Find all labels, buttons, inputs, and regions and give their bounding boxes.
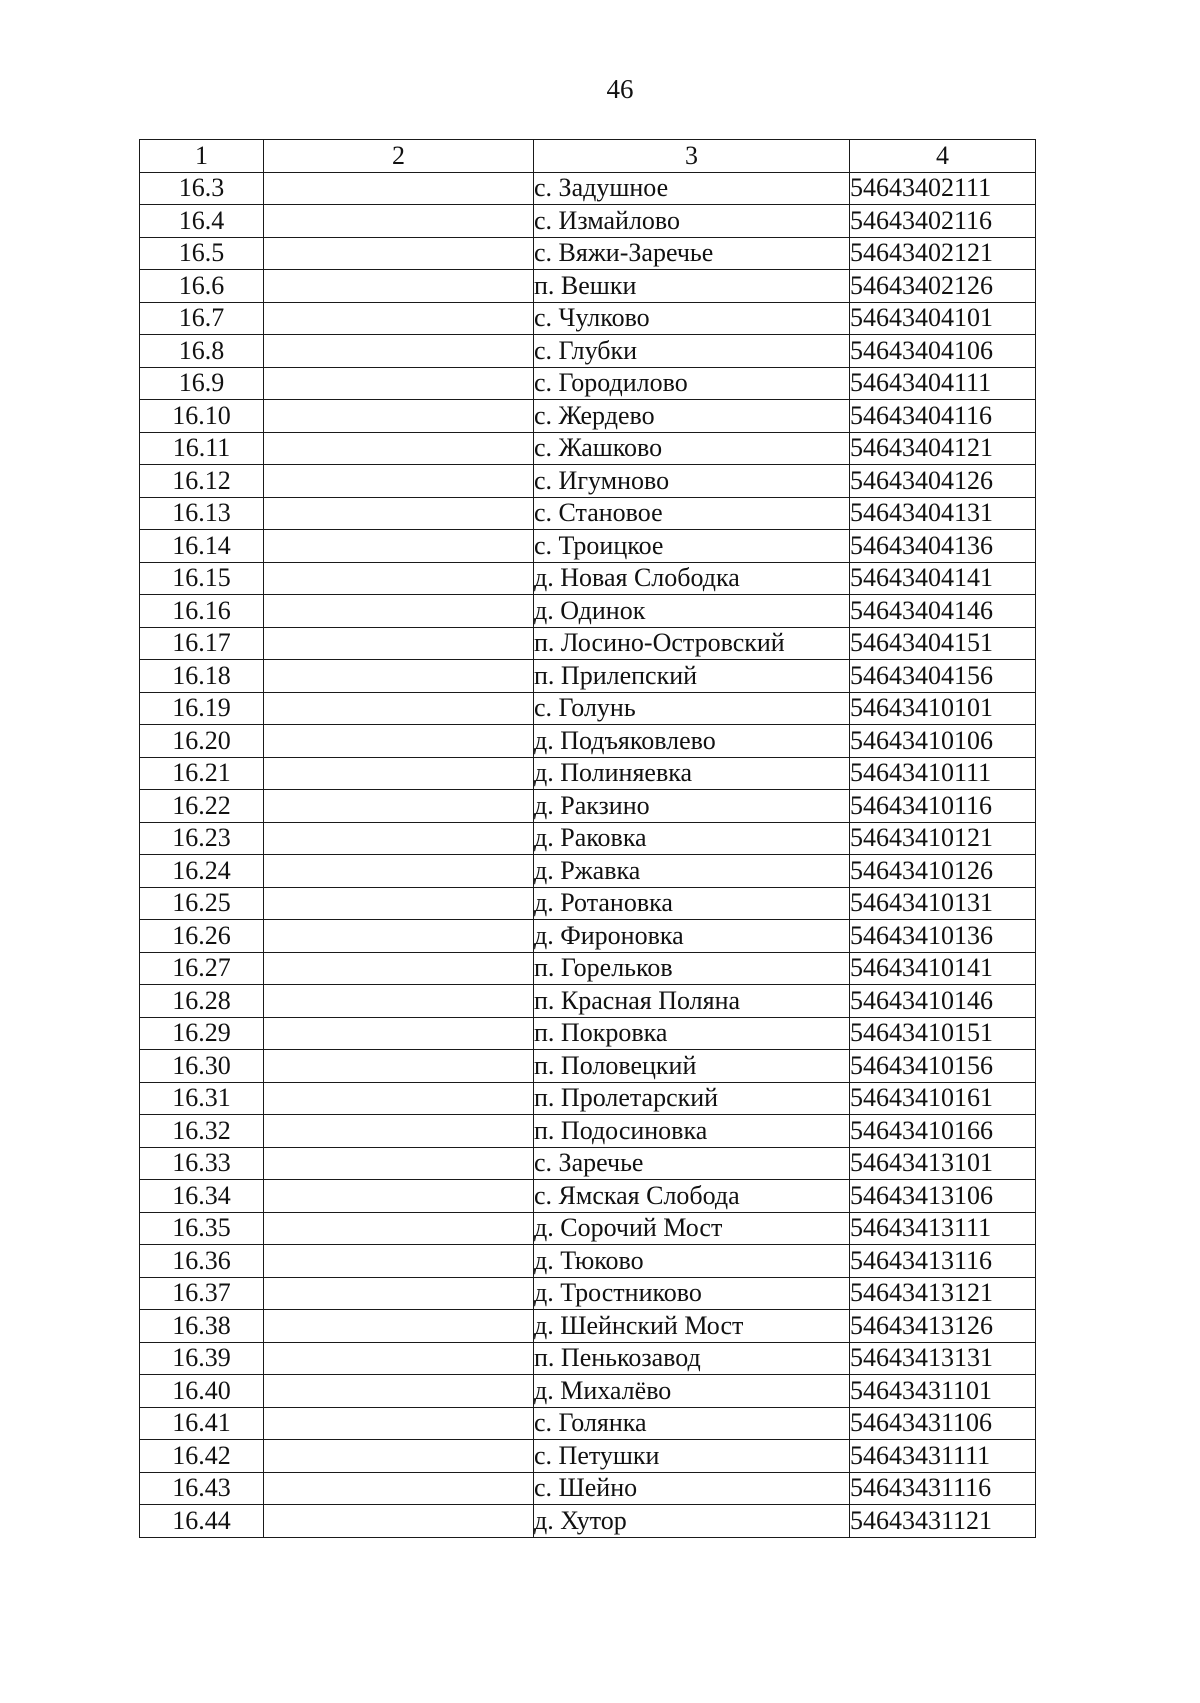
oktmo-code-cell: 54643410161: [850, 1082, 1036, 1115]
table-row: [140, 1212, 1036, 1245]
settlement-name-cell: п. Пенькозавод: [534, 1342, 850, 1375]
group-cell: [264, 790, 534, 823]
group-cell: [264, 920, 534, 953]
settlement-name-cell: с. Задушное: [534, 172, 850, 205]
table-row: [140, 1017, 1036, 1050]
row-number-cell: 16.27: [140, 952, 264, 985]
row-number-cell: 16.37: [140, 1277, 264, 1310]
row-number-cell: 16.20: [140, 725, 264, 758]
settlement-name-cell: д. Новая Слободка: [534, 562, 850, 595]
settlement-name-cell: п. Пролетарский: [534, 1082, 850, 1115]
row-number-cell: 16.36: [140, 1245, 264, 1278]
table-row: [140, 822, 1036, 855]
table-header-row: [140, 140, 1036, 173]
oktmo-code-cell: 54643410126: [850, 855, 1036, 888]
row-number-cell: 16.25: [140, 887, 264, 920]
oktmo-code-cell: 54643404146: [850, 595, 1036, 628]
settlement-name-cell: д. Ракзино: [534, 790, 850, 823]
settlement-name-cell: с. Измайлово: [534, 205, 850, 238]
row-number-cell: 16.28: [140, 985, 264, 1018]
table-row: [140, 562, 1036, 595]
table-row: [140, 1505, 1036, 1538]
oktmo-code-cell: 54643404106: [850, 335, 1036, 368]
oktmo-code-cell: 54643410146: [850, 985, 1036, 1018]
table-row: [140, 497, 1036, 530]
row-number-cell: 16.34: [140, 1180, 264, 1213]
table-row: [140, 757, 1036, 790]
settlement-name-cell: с. Чулково: [534, 302, 850, 335]
oktmo-code-cell: 54643410166: [850, 1115, 1036, 1148]
table-row: [140, 725, 1036, 758]
settlement-name-cell: п. Подосиновка: [534, 1115, 850, 1148]
table-row: [140, 302, 1036, 335]
settlement-name-cell: д. Тростниково: [534, 1277, 850, 1310]
row-number-cell: 16.3: [140, 172, 264, 205]
oktmo-code-cell: 54643413126: [850, 1310, 1036, 1343]
oktmo-code-cell: 54643431121: [850, 1505, 1036, 1538]
row-number-cell: 16.35: [140, 1212, 264, 1245]
oktmo-code-cell: 54643410151: [850, 1017, 1036, 1050]
column-header-2: 2: [264, 140, 534, 173]
settlement-name-cell: с. Глубки: [534, 335, 850, 368]
table-row: [140, 1147, 1036, 1180]
group-cell: [264, 627, 534, 660]
row-number-cell: 16.33: [140, 1147, 264, 1180]
group-cell: [264, 205, 534, 238]
row-number-cell: 16.22: [140, 790, 264, 823]
group-cell: [264, 725, 534, 758]
settlement-name-cell: д. Одинок: [534, 595, 850, 628]
settlement-name-cell: д. Ржавка: [534, 855, 850, 888]
table-row: [140, 790, 1036, 823]
oktmo-code-cell: 54643404156: [850, 660, 1036, 693]
group-cell: [264, 1082, 534, 1115]
group-cell: [264, 335, 534, 368]
row-number-cell: 16.40: [140, 1375, 264, 1408]
column-header-4: 4: [850, 140, 1036, 173]
settlement-name-cell: д. Хутор: [534, 1505, 850, 1538]
group-cell: [264, 497, 534, 530]
settlement-table: [139, 139, 1036, 1538]
settlement-name-cell: с. Петушки: [534, 1440, 850, 1473]
row-number-cell: 16.10: [140, 400, 264, 433]
settlement-name-cell: п. Вешки: [534, 270, 850, 303]
row-number-cell: 16.12: [140, 465, 264, 498]
oktmo-code-cell: 54643413111: [850, 1212, 1036, 1245]
group-cell: [264, 1277, 534, 1310]
settlement-name-cell: с. Жашково: [534, 432, 850, 465]
settlement-name-cell: с. Голянка: [534, 1407, 850, 1440]
table-row: [140, 692, 1036, 725]
row-number-cell: 16.17: [140, 627, 264, 660]
group-cell: [264, 1440, 534, 1473]
oktmo-code-cell: 54643410111: [850, 757, 1036, 790]
oktmo-code-cell: 54643404131: [850, 497, 1036, 530]
oktmo-code-cell: 54643404151: [850, 627, 1036, 660]
group-cell: [264, 1505, 534, 1538]
group-cell: [264, 1180, 534, 1213]
group-cell: [264, 1472, 534, 1505]
group-cell: [264, 1115, 534, 1148]
row-number-cell: 16.32: [140, 1115, 264, 1148]
table-row: [140, 1375, 1036, 1408]
group-cell: [264, 1147, 534, 1180]
oktmo-code-cell: 54643431116: [850, 1472, 1036, 1505]
group-cell: [264, 692, 534, 725]
settlement-name-cell: с. Вяжи-Заречье: [534, 237, 850, 270]
oktmo-code-cell: 54643404111: [850, 367, 1036, 400]
row-number-cell: 16.14: [140, 530, 264, 563]
row-number-cell: 16.30: [140, 1050, 264, 1083]
group-cell: [264, 1017, 534, 1050]
group-cell: [264, 1342, 534, 1375]
page-number: 46: [606, 74, 634, 104]
group-cell: [264, 887, 534, 920]
group-cell: [264, 237, 534, 270]
row-number-cell: 16.24: [140, 855, 264, 888]
row-number-cell: 16.23: [140, 822, 264, 855]
settlement-name-cell: п. Покровка: [534, 1017, 850, 1050]
oktmo-code-cell: 54643413131: [850, 1342, 1036, 1375]
row-number-cell: 16.38: [140, 1310, 264, 1343]
oktmo-code-cell: 54643404101: [850, 302, 1036, 335]
group-cell: [264, 302, 534, 335]
settlement-name-cell: с. Городилово: [534, 367, 850, 400]
group-cell: [264, 1212, 534, 1245]
table-row: [140, 920, 1036, 953]
table-row: [140, 1180, 1036, 1213]
group-cell: [264, 952, 534, 985]
column-header-1: 1: [140, 140, 264, 173]
settlement-name-cell: п. Лосино-Островский: [534, 627, 850, 660]
row-number-cell: 16.6: [140, 270, 264, 303]
settlement-name-cell: д. Раковка: [534, 822, 850, 855]
group-cell: [264, 270, 534, 303]
row-number-cell: 16.15: [140, 562, 264, 595]
row-number-cell: 16.42: [140, 1440, 264, 1473]
table-row: [140, 1342, 1036, 1375]
settlement-name-cell: с. Ямская Слобода: [534, 1180, 850, 1213]
oktmo-code-cell: 54643431111: [850, 1440, 1036, 1473]
settlement-name-cell: д. Тюково: [534, 1245, 850, 1278]
row-number-cell: 16.44: [140, 1505, 264, 1538]
group-cell: [264, 1407, 534, 1440]
oktmo-code-cell: 54643402116: [850, 205, 1036, 238]
settlement-name-cell: д. Шейнский Мост: [534, 1310, 850, 1343]
group-cell: [264, 400, 534, 433]
group-cell: [264, 1310, 534, 1343]
row-number-cell: 16.11: [140, 432, 264, 465]
settlement-name-cell: с. Жердево: [534, 400, 850, 433]
table-row: [140, 172, 1036, 205]
settlement-name-cell: с. Шейно: [534, 1472, 850, 1505]
group-cell: [264, 855, 534, 888]
table-row: [140, 465, 1036, 498]
row-number-cell: 16.4: [140, 205, 264, 238]
oktmo-code-cell: 54643404126: [850, 465, 1036, 498]
settlement-name-cell: с. Становое: [534, 497, 850, 530]
settlement-name-cell: д. Михалёво: [534, 1375, 850, 1408]
group-cell: [264, 985, 534, 1018]
group-cell: [264, 1375, 534, 1408]
settlement-name-cell: с. Троицкое: [534, 530, 850, 563]
oktmo-code-cell: 54643402126: [850, 270, 1036, 303]
row-number-cell: 16.8: [140, 335, 264, 368]
oktmo-code-cell: 54643410106: [850, 725, 1036, 758]
group-cell: [264, 530, 534, 563]
table-row: [140, 1082, 1036, 1115]
settlement-name-cell: с. Игумново: [534, 465, 850, 498]
row-number-cell: 16.19: [140, 692, 264, 725]
settlement-name-cell: п. Прилепский: [534, 660, 850, 693]
table-row: [140, 530, 1036, 563]
oktmo-code-cell: 54643410116: [850, 790, 1036, 823]
oktmo-code-cell: 54643410136: [850, 920, 1036, 953]
row-number-cell: 16.5: [140, 237, 264, 270]
row-number-cell: 16.18: [140, 660, 264, 693]
row-number-cell: 16.26: [140, 920, 264, 953]
table-row: [140, 660, 1036, 693]
oktmo-code-cell: 54643404121: [850, 432, 1036, 465]
oktmo-code-cell: 54643413116: [850, 1245, 1036, 1278]
table-row: [140, 1050, 1036, 1083]
oktmo-code-cell: 54643431101: [850, 1375, 1036, 1408]
oktmo-code-cell: 54643413101: [850, 1147, 1036, 1180]
row-number-cell: 16.7: [140, 302, 264, 335]
table-row: [140, 335, 1036, 368]
group-cell: [264, 562, 534, 595]
table-row: [140, 1115, 1036, 1148]
group-cell: [264, 172, 534, 205]
group-cell: [264, 595, 534, 628]
oktmo-code-cell: 54643410121: [850, 822, 1036, 855]
row-number-cell: 16.43: [140, 1472, 264, 1505]
group-cell: [264, 367, 534, 400]
table-row: [140, 1310, 1036, 1343]
settlement-name-cell: д. Сорочий Мост: [534, 1212, 850, 1245]
oktmo-code-cell: 54643431106: [850, 1407, 1036, 1440]
table-row: [140, 952, 1036, 985]
table-row: [140, 855, 1036, 888]
table-row: [140, 595, 1036, 628]
column-header-3: 3: [534, 140, 850, 173]
table-row: [140, 270, 1036, 303]
group-cell: [264, 1050, 534, 1083]
table-row: [140, 237, 1036, 270]
settlement-name-cell: д. Полиняевка: [534, 757, 850, 790]
settlement-name-cell: п. Горельков: [534, 952, 850, 985]
settlement-name-cell: п. Красная Поляна: [534, 985, 850, 1018]
row-number-cell: 16.21: [140, 757, 264, 790]
oktmo-code-cell: 54643404141: [850, 562, 1036, 595]
table-row: [140, 1472, 1036, 1505]
settlement-name-cell: с. Голунь: [534, 692, 850, 725]
settlement-name-cell: с. Заречье: [534, 1147, 850, 1180]
row-number-cell: 16.16: [140, 595, 264, 628]
group-cell: [264, 1245, 534, 1278]
table-row: [140, 1277, 1036, 1310]
group-cell: [264, 757, 534, 790]
oktmo-code-cell: 54643410101: [850, 692, 1036, 725]
oktmo-code-cell: 54643410156: [850, 1050, 1036, 1083]
table-row: [140, 400, 1036, 433]
group-cell: [264, 660, 534, 693]
table-row: [140, 1245, 1036, 1278]
row-number-cell: 16.9: [140, 367, 264, 400]
settlement-name-cell: д. Подъяковлево: [534, 725, 850, 758]
row-number-cell: 16.41: [140, 1407, 264, 1440]
oktmo-code-cell: 54643413121: [850, 1277, 1036, 1310]
table-row: [140, 887, 1036, 920]
group-cell: [264, 465, 534, 498]
table-row: [140, 627, 1036, 660]
row-number-cell: 16.13: [140, 497, 264, 530]
row-number-cell: 16.39: [140, 1342, 264, 1375]
row-number-cell: 16.31: [140, 1082, 264, 1115]
row-number-cell: 16.29: [140, 1017, 264, 1050]
table-row: [140, 432, 1036, 465]
oktmo-code-cell: 54643404116: [850, 400, 1036, 433]
table-row: [140, 985, 1036, 1018]
oktmo-code-cell: 54643410141: [850, 952, 1036, 985]
table-body: [140, 172, 1036, 1537]
oktmo-code-cell: 54643402111: [850, 172, 1036, 205]
table-row: [140, 1407, 1036, 1440]
oktmo-code-cell: 54643402121: [850, 237, 1036, 270]
settlement-name-cell: д. Фироновка: [534, 920, 850, 953]
group-cell: [264, 432, 534, 465]
oktmo-code-cell: 54643404136: [850, 530, 1036, 563]
table-row: [140, 205, 1036, 238]
settlement-name-cell: д. Ротановка: [534, 887, 850, 920]
group-cell: [264, 822, 534, 855]
table-row: [140, 1440, 1036, 1473]
settlement-name-cell: п. Половецкий: [534, 1050, 850, 1083]
table-row: [140, 367, 1036, 400]
oktmo-code-cell: 54643413106: [850, 1180, 1036, 1213]
oktmo-code-cell: 54643410131: [850, 887, 1036, 920]
